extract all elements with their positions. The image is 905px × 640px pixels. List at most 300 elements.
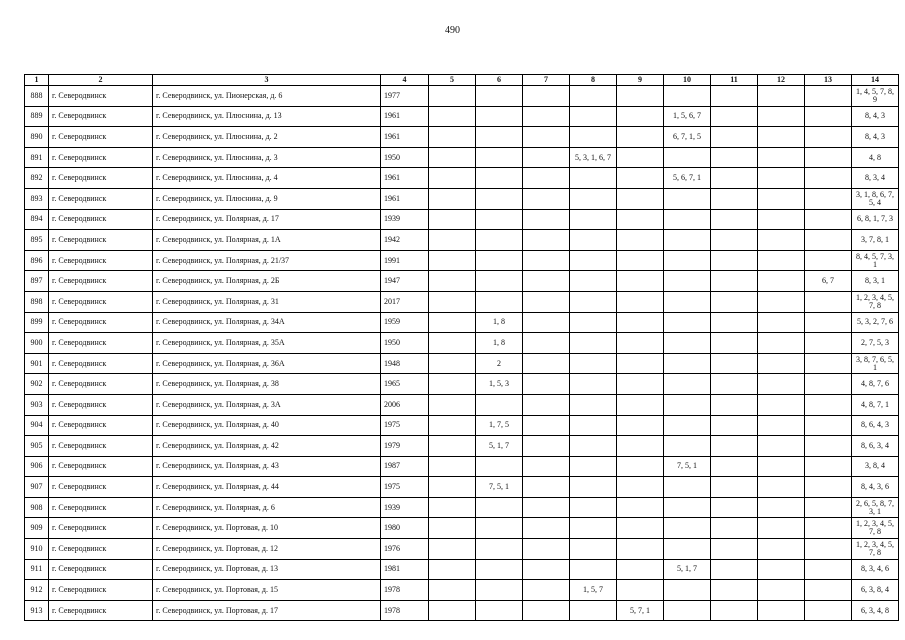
table-cell: 8, 3, 4, 6 [852, 559, 899, 580]
table-cell [617, 312, 664, 333]
table-cell: 3, 8, 4 [852, 456, 899, 477]
table-cell [711, 456, 758, 477]
table-cell [758, 291, 805, 312]
table-row [25, 394, 899, 415]
table-cell [617, 250, 664, 271]
table-cell [429, 456, 476, 477]
table-cell [805, 580, 852, 601]
table-cell [570, 415, 617, 436]
table-cell [664, 86, 711, 107]
table-cell [429, 106, 476, 127]
table-cell [429, 518, 476, 539]
column-header: 7 [523, 75, 570, 86]
table-cell [805, 168, 852, 189]
table-cell: 7, 5, 1 [664, 456, 711, 477]
table-cell: 5, 1, 7 [664, 559, 711, 580]
table-cell [523, 497, 570, 518]
column-header: 9 [617, 75, 664, 86]
table-cell: 898 [25, 291, 49, 312]
table-cell: 1961 [381, 188, 429, 209]
table-cell [711, 497, 758, 518]
table-cell: 1, 2, 3, 4, 5, 7, 8 [852, 539, 899, 560]
table-cell [711, 250, 758, 271]
column-header: 12 [758, 75, 805, 86]
table-cell: 5, 3, 1, 6, 7 [570, 147, 617, 168]
table-cell [758, 436, 805, 457]
table-cell [523, 168, 570, 189]
table-cell: 1939 [381, 497, 429, 518]
table-cell [805, 250, 852, 271]
table-cell [570, 127, 617, 148]
table-cell [805, 86, 852, 107]
table-cell: г. Северодвинск, ул. Плюснина, д. 13 [153, 106, 381, 127]
table-cell [429, 127, 476, 148]
table-body [25, 86, 899, 621]
table-cell [617, 333, 664, 354]
table-cell [523, 312, 570, 333]
table-cell: г. Северодвинск [49, 147, 153, 168]
table-cell: г. Северодвинск [49, 209, 153, 230]
table-cell: г. Северодвинск [49, 353, 153, 374]
table-cell [570, 250, 617, 271]
table-cell [523, 291, 570, 312]
table-cell: г. Северодвинск, ул. Пионерская, д. 6 [153, 86, 381, 107]
table-cell [664, 415, 711, 436]
table-cell [523, 147, 570, 168]
table-cell [758, 580, 805, 601]
table-cell [711, 209, 758, 230]
table-cell: г. Северодвинск [49, 250, 153, 271]
table-cell [711, 477, 758, 498]
table-cell: г. Северодвинск [49, 580, 153, 601]
table-cell [476, 456, 523, 477]
table-cell [523, 188, 570, 209]
table-row [25, 230, 899, 251]
table-cell [476, 250, 523, 271]
table-cell [523, 271, 570, 292]
table-row [25, 456, 899, 477]
column-header: 13 [805, 75, 852, 86]
table-cell [429, 394, 476, 415]
table-cell: 2 [476, 353, 523, 374]
table-cell [711, 559, 758, 580]
table-cell [476, 209, 523, 230]
table-cell [476, 518, 523, 539]
table-cell: г. Северодвинск, ул. Полярная, д. 35А [153, 333, 381, 354]
table-cell: г. Северодвинск [49, 415, 153, 436]
table-row [25, 106, 899, 127]
table-cell [523, 539, 570, 560]
table-cell [570, 394, 617, 415]
table-cell [429, 497, 476, 518]
table-cell: г. Северодвинск, ул. Плюснина, д. 2 [153, 127, 381, 148]
table-cell [476, 86, 523, 107]
table-row [25, 477, 899, 498]
column-header: 5 [429, 75, 476, 86]
table-cell [570, 312, 617, 333]
table-row [25, 497, 899, 518]
table-cell [523, 477, 570, 498]
table-cell [664, 477, 711, 498]
table-cell [664, 518, 711, 539]
table-cell: 1991 [381, 250, 429, 271]
table-row [25, 86, 899, 107]
table-row [25, 415, 899, 436]
table-row [25, 374, 899, 395]
table-cell [570, 106, 617, 127]
table-cell [758, 209, 805, 230]
table-cell [429, 436, 476, 457]
table-cell [805, 497, 852, 518]
table-cell [570, 86, 617, 107]
table-cell [429, 539, 476, 560]
column-header: 2 [49, 75, 153, 86]
table-cell [758, 539, 805, 560]
table-cell [805, 333, 852, 354]
table-cell [711, 539, 758, 560]
table-cell [523, 106, 570, 127]
table-cell [523, 374, 570, 395]
table-cell [429, 415, 476, 436]
table-cell [523, 394, 570, 415]
table-cell [758, 168, 805, 189]
table-cell [711, 86, 758, 107]
table-cell: 5, 1, 7 [476, 436, 523, 457]
table-cell [664, 230, 711, 251]
table-cell [664, 497, 711, 518]
table-cell: 913 [25, 600, 49, 621]
table-cell: 894 [25, 209, 49, 230]
table-cell [476, 497, 523, 518]
table-cell: 1942 [381, 230, 429, 251]
table-cell: 896 [25, 250, 49, 271]
table-cell: 1961 [381, 127, 429, 148]
table-cell [617, 539, 664, 560]
table-cell: 8, 6, 4, 3 [852, 415, 899, 436]
table-cell [758, 559, 805, 580]
table-row [25, 312, 899, 333]
table-cell [664, 580, 711, 601]
table-cell [429, 168, 476, 189]
table-cell [758, 106, 805, 127]
table-cell: 909 [25, 518, 49, 539]
table-cell: 3, 8, 7, 6, 5, 1 [852, 353, 899, 374]
table-cell: 1975 [381, 415, 429, 436]
table-cell: 1, 5, 6, 7 [664, 106, 711, 127]
table-cell: 1965 [381, 374, 429, 395]
table-cell: г. Северодвинск [49, 477, 153, 498]
table-cell [429, 147, 476, 168]
table-cell: г. Северодвинск, ул. Портовая, д. 17 [153, 600, 381, 621]
page-number: 490 [445, 25, 460, 36]
table-cell [617, 230, 664, 251]
table-cell: г. Северодвинск [49, 333, 153, 354]
table-row [25, 539, 899, 560]
table-cell [523, 333, 570, 354]
table-cell [570, 353, 617, 374]
table-cell [523, 580, 570, 601]
table-cell: г. Северодвинск, ул. Полярная, д. 40 [153, 415, 381, 436]
table-cell [523, 209, 570, 230]
table-cell [570, 209, 617, 230]
table-cell: 897 [25, 271, 49, 292]
table-cell [758, 333, 805, 354]
table-cell [570, 230, 617, 251]
table-cell: г. Северодвинск [49, 230, 153, 251]
table-cell [523, 415, 570, 436]
table-cell [758, 456, 805, 477]
table-row [25, 580, 899, 601]
table-row [25, 271, 899, 292]
table-cell [429, 333, 476, 354]
table-cell [429, 312, 476, 333]
table-cell: 900 [25, 333, 49, 354]
table-cell: 888 [25, 86, 49, 107]
table-cell: 1948 [381, 353, 429, 374]
table-cell [711, 147, 758, 168]
table-cell [570, 559, 617, 580]
table-cell [570, 168, 617, 189]
table-cell: г. Северодвинск, ул. Плюснина, д. 3 [153, 147, 381, 168]
table-cell [758, 312, 805, 333]
table-cell: 3, 1, 8, 6, 7, 5, 4 [852, 188, 899, 209]
column-header: 3 [153, 75, 381, 86]
table-cell [429, 250, 476, 271]
table-cell: 4, 8, 7, 6 [852, 374, 899, 395]
table-cell: 5, 7, 1 [617, 600, 664, 621]
table-cell [805, 209, 852, 230]
table-cell: 8, 4, 3 [852, 127, 899, 148]
table-cell: г. Северодвинск, ул. Полярная, д. 43 [153, 456, 381, 477]
table-cell [523, 86, 570, 107]
table-cell [758, 394, 805, 415]
table-cell [805, 147, 852, 168]
table-cell: г. Северодвинск [49, 600, 153, 621]
table-cell [664, 312, 711, 333]
table-cell [476, 539, 523, 560]
table-cell [758, 86, 805, 107]
table-cell [758, 374, 805, 395]
table-cell [711, 271, 758, 292]
table-cell [429, 600, 476, 621]
table-row [25, 127, 899, 148]
table-cell [429, 230, 476, 251]
table-cell [570, 436, 617, 457]
table-cell [429, 477, 476, 498]
table-cell [664, 333, 711, 354]
table-cell [476, 168, 523, 189]
table-cell [523, 230, 570, 251]
table-cell [617, 209, 664, 230]
table-cell: 895 [25, 230, 49, 251]
table-cell [805, 188, 852, 209]
table-cell [664, 250, 711, 271]
table-cell [476, 271, 523, 292]
table-cell [476, 230, 523, 251]
table-cell [711, 374, 758, 395]
table-cell [664, 291, 711, 312]
table-cell [711, 394, 758, 415]
table-cell [570, 497, 617, 518]
table-cell [570, 271, 617, 292]
table-cell: 1, 8 [476, 312, 523, 333]
table-cell: 2, 7, 5, 3 [852, 333, 899, 354]
table-cell [805, 477, 852, 498]
column-header: 4 [381, 75, 429, 86]
table-cell [617, 353, 664, 374]
table-cell: 1978 [381, 580, 429, 601]
table-cell: г. Северодвинск, ул. Портовая, д. 10 [153, 518, 381, 539]
table-cell: 1961 [381, 106, 429, 127]
table-cell: 892 [25, 168, 49, 189]
table-cell [711, 518, 758, 539]
table-cell: г. Северодвинск [49, 497, 153, 518]
table-cell [429, 209, 476, 230]
table-cell [617, 188, 664, 209]
table-cell [805, 374, 852, 395]
table-cell [429, 374, 476, 395]
table-cell [476, 106, 523, 127]
table-cell [711, 415, 758, 436]
table-cell [664, 539, 711, 560]
table-row [25, 188, 899, 209]
table-cell: г. Северодвинск [49, 374, 153, 395]
table-cell [617, 127, 664, 148]
table-cell: 904 [25, 415, 49, 436]
table-cell [570, 477, 617, 498]
table-cell [476, 559, 523, 580]
table-cell [711, 230, 758, 251]
table-cell [664, 394, 711, 415]
table-cell [617, 580, 664, 601]
table-cell [617, 559, 664, 580]
table-cell [617, 477, 664, 498]
table-cell: г. Северодвинск [49, 168, 153, 189]
table-cell: г. Северодвинск, ул. Полярная, д. 42 [153, 436, 381, 457]
table-cell: г. Северодвинск, ул. Полярная, д. 1А [153, 230, 381, 251]
table-row [25, 209, 899, 230]
table-row [25, 559, 899, 580]
column-header: 10 [664, 75, 711, 86]
table-cell [570, 600, 617, 621]
table-cell: 1975 [381, 477, 429, 498]
table-cell [664, 600, 711, 621]
table-cell: 1, 5, 3 [476, 374, 523, 395]
table-row [25, 518, 899, 539]
table-cell: 4, 8 [852, 147, 899, 168]
table-cell [758, 147, 805, 168]
table-cell [805, 559, 852, 580]
table-cell: 8, 4, 5, 7, 3, 1 [852, 250, 899, 271]
table-cell: 3, 7, 8, 1 [852, 230, 899, 251]
table-cell [664, 353, 711, 374]
table-cell [617, 291, 664, 312]
table-cell [617, 456, 664, 477]
table-cell: г. Северодвинск [49, 312, 153, 333]
table-cell: г. Северодвинск, ул. Полярная, д. 44 [153, 477, 381, 498]
table-cell [523, 559, 570, 580]
table-cell [758, 497, 805, 518]
table-cell: 1, 7, 5 [476, 415, 523, 436]
table-cell: 1959 [381, 312, 429, 333]
table-cell: 901 [25, 353, 49, 374]
table-cell [476, 291, 523, 312]
table-cell [664, 147, 711, 168]
table-cell: г. Северодвинск, ул. Портовая, д. 12 [153, 539, 381, 560]
table-cell: 1, 4, 5, 7, 8, 9 [852, 86, 899, 107]
table-cell: г. Северодвинск, ул. Полярная, д. 17 [153, 209, 381, 230]
table-cell [805, 394, 852, 415]
table-cell: г. Северодвинск [49, 394, 153, 415]
table-cell: г. Северодвинск, ул. Полярная, д. 6 [153, 497, 381, 518]
table-cell: г. Северодвинск, ул. Портовая, д. 13 [153, 559, 381, 580]
table-cell: 1947 [381, 271, 429, 292]
table-cell [476, 147, 523, 168]
table-cell: г. Северодвинск [49, 127, 153, 148]
table-cell [805, 539, 852, 560]
table-cell [429, 86, 476, 107]
table-cell: 1978 [381, 600, 429, 621]
table-cell: 903 [25, 394, 49, 415]
table-cell: г. Северодвинск [49, 518, 153, 539]
table-cell [758, 188, 805, 209]
table-cell: 906 [25, 456, 49, 477]
table-cell: г. Северодвинск, ул. Портовая, д. 15 [153, 580, 381, 601]
table-cell: г. Северодвинск, ул. Полярная, д. 2Б [153, 271, 381, 292]
table-cell: 889 [25, 106, 49, 127]
table-cell: 890 [25, 127, 49, 148]
table-cell [758, 518, 805, 539]
table-cell [523, 353, 570, 374]
table-cell: 891 [25, 147, 49, 168]
table-cell: 902 [25, 374, 49, 395]
table-cell: 1987 [381, 456, 429, 477]
table-cell: г. Северодвинск, ул. Полярная, д. 31 [153, 291, 381, 312]
table-cell [476, 127, 523, 148]
table-cell [429, 271, 476, 292]
table-cell: 1961 [381, 168, 429, 189]
table-cell: 910 [25, 539, 49, 560]
table-cell: 899 [25, 312, 49, 333]
table-cell: 8, 4, 3 [852, 106, 899, 127]
table-cell [523, 127, 570, 148]
table-cell: 7, 5, 1 [476, 477, 523, 498]
table-cell [758, 230, 805, 251]
table-cell [523, 518, 570, 539]
table-cell: 5, 6, 7, 1 [664, 168, 711, 189]
table-cell [805, 600, 852, 621]
table-cell [523, 456, 570, 477]
table-cell: 8, 3, 1 [852, 271, 899, 292]
table-cell [664, 209, 711, 230]
table-cell [570, 456, 617, 477]
table-row [25, 291, 899, 312]
table-cell: 1, 2, 3, 4, 5, 7, 8 [852, 518, 899, 539]
table-cell: 1976 [381, 539, 429, 560]
table-cell: 893 [25, 188, 49, 209]
table-cell [758, 250, 805, 271]
table-cell: г. Северодвинск [49, 86, 153, 107]
table-cell [570, 539, 617, 560]
table-cell [523, 600, 570, 621]
table-cell [523, 436, 570, 457]
table-cell: г. Северодвинск, ул. Полярная, д. 38 [153, 374, 381, 395]
table-row [25, 147, 899, 168]
table-cell [711, 333, 758, 354]
table-cell [570, 518, 617, 539]
table-cell: 1950 [381, 147, 429, 168]
table-cell: 6, 8, 1, 7, 3 [852, 209, 899, 230]
